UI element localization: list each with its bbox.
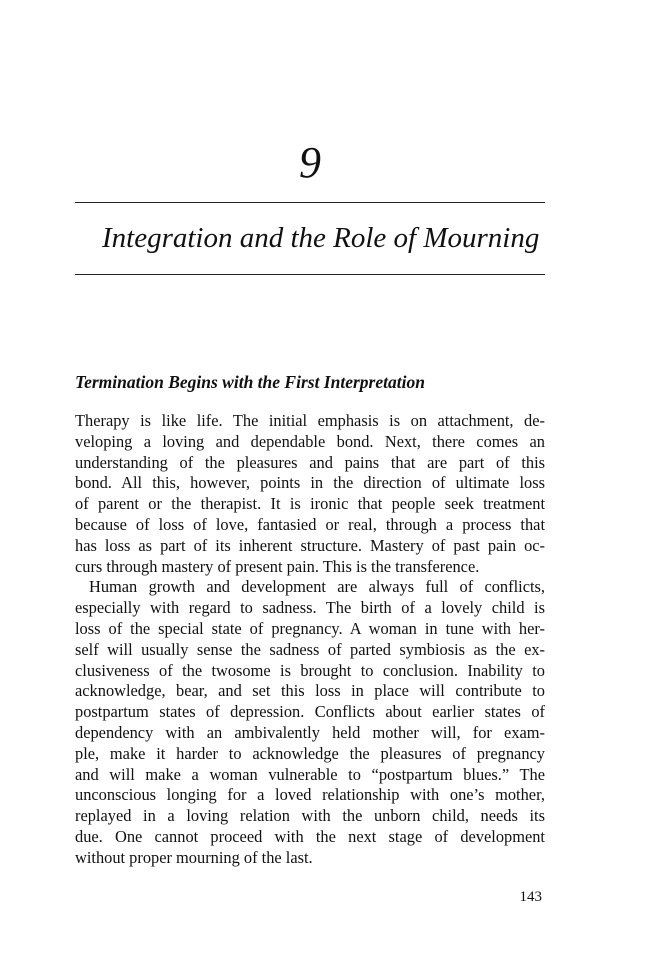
paragraph-line: and will make a woman vulnerable to “postpartum blues.” The bbox=[75, 764, 545, 784]
paragraph-line: self will usually sense the sadness of parted symbiosis as the ex- bbox=[75, 639, 545, 659]
page-number: 143 bbox=[519, 889, 542, 905]
paragraph-2 bbox=[75, 577, 545, 868]
paragraph-line: postpartum states of depression. Conflicts about earlier states of bbox=[75, 702, 545, 722]
paragraph-line: loss of the special state of pregnancy. A woman in tune with her- bbox=[75, 618, 545, 638]
paragraph-line: curs through mastery of present pain. This is the transference. bbox=[75, 556, 480, 576]
paragraph-line: Human growth and development are always full of conflicts, bbox=[89, 577, 545, 597]
paragraph-line: understanding of the pleasures and pains that are part of this bbox=[75, 452, 545, 472]
body-text bbox=[75, 411, 545, 869]
paragraph-line: due. One cannot proceed with the next stage of development bbox=[75, 826, 545, 846]
paragraph-line: replayed in a loving relation with the unborn child, needs its bbox=[75, 806, 545, 826]
paragraph-line: of parent or the therapist. It is ironic that people seek treatment bbox=[75, 494, 545, 514]
paragraph-line: because of loss of love, fantasied or real, through a process that bbox=[75, 514, 545, 534]
title-rule-top bbox=[75, 202, 545, 203]
section-heading: Termination Begins with the First Interpretation bbox=[75, 372, 425, 392]
paragraph-line: bond. All this, however, points in the direction of ultimate loss bbox=[75, 473, 545, 493]
paragraph-line: Therapy is like life. The initial emphasis is on attachment, de- bbox=[75, 411, 545, 430]
title-rule-bottom bbox=[75, 274, 545, 275]
chapter-title: Integration and the Role of Mourning bbox=[102, 222, 540, 254]
paragraph-1 bbox=[75, 411, 545, 577]
paragraph-line: acknowledge, bear, and set this loss in place will contribute to bbox=[75, 681, 545, 701]
paragraph-line: clusiveness of the twosome is brought to conclusion. Inability to bbox=[75, 660, 545, 680]
paragraph-line: dependency with an ambivalently held mother will, for exam- bbox=[75, 722, 545, 742]
paragraph-line: especially with regard to sadness. The birth of a lovely child is bbox=[75, 598, 545, 618]
paragraph-line: veloping a loving and dependable bond. Next, there comes an bbox=[75, 431, 545, 451]
paragraph-line: without proper mourning of the last. bbox=[75, 847, 313, 867]
chapter-number: 9 bbox=[299, 138, 321, 187]
paragraph-line: has loss as part of its inherent structure. Mastery of past pain oc- bbox=[75, 535, 545, 555]
paragraph-line: ple, make it harder to acknowledge the pleasures of pregnancy bbox=[75, 743, 545, 763]
paragraph-line: unconscious longing for a loved relationship with one’s mother, bbox=[75, 785, 545, 805]
